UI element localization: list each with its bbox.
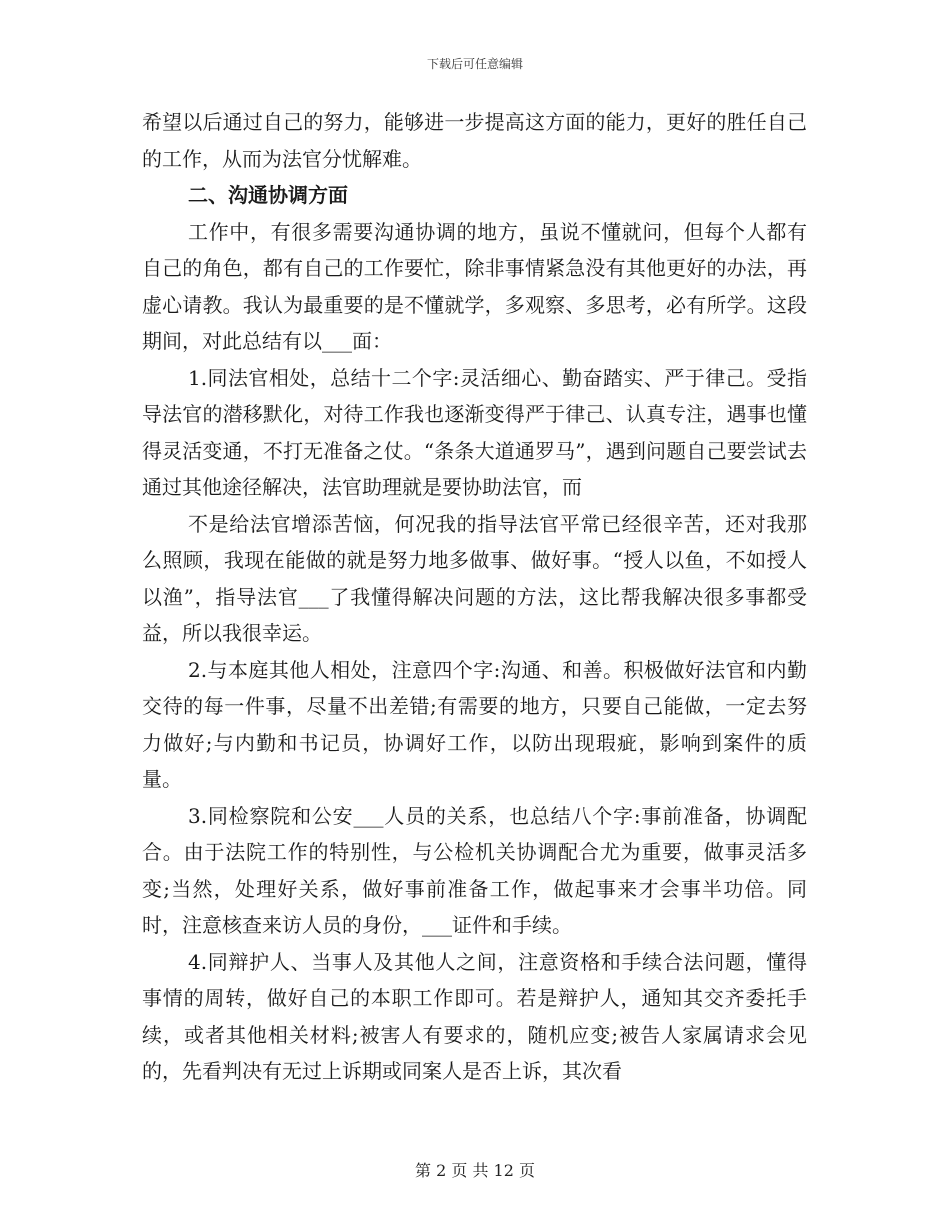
paragraph-item-1-cont: 不是给法官增添苦恼，何况我的指导法官平常已经很辛苦，还对我那么照顾，我现在能做的就是努力地多做事、做好事。“授人以鱼，不如授人以渔”，指导法官___了我懂得解决问题的方法，这比帮我解决很多事都受益，所以我很幸运。 bbox=[142, 511, 807, 645]
section-heading: 二、沟通协调方面 bbox=[188, 183, 348, 207]
paragraph-item-2: 2.与本庭其他人相处，注意四个字:沟通、和善。积极做好法官和内勤交待的每一件事，尽量不出差错;有需要的地方，只要自己能做，一定去努力做好;与内勤和书记员，协调好工作，以防出现瑕疵，影响到案件的质量。 bbox=[142, 657, 807, 791]
page-header: 下载后可任意编辑 bbox=[426, 57, 523, 71]
paragraph-item-1: 1.同法官相处，总结十二个字:灵活细心、勤奋踏实、严于律己。受指导法官的潜移默化，对待工作我也逐渐变得严于律己、认真专注，遇事也懂得灵活变通，不打无准备之仗。“条条大道通罗马”，遇到问题自己要尝试去通过其他途径解决，法官助理就是要协助法官，而 bbox=[142, 365, 807, 499]
document-body bbox=[142, 104, 807, 1090]
paragraph-intro: 工作中，有很多需要沟通协调的地方，虽说不懂就问，但每个人都有自己的角色，都有自己的工作要忙，除非事情紧急没有其他更好的办法，再虚心请教。我认为最重要的是不懂就学，多观察、多思考，必有所学。这段期间，对此总结有以___面： bbox=[142, 219, 807, 353]
paragraph-item-4: 4.同辩护人、当事人及其他人之间，注意资格和手续合法问题，懂得事情的周转，做好自己的本职工作即可。若是辩护人，通知其交齐委托手续，或者其他相关材料;被害人有要求的，随机应变;被告人家属请求会见的，先看判决有无过上诉期或同案人是否上诉，其次看 bbox=[142, 949, 807, 1083]
paragraph-item-3: 3.同检察院和公安___人员的关系，也总结八个字:事前准备，协调配合。由于法院工作的特别性，与公检机关协调配合尤为重要，做事灵活多变;当然，处理好关系，做好事前准备工作，做起事来才会事半功倍。同时，注意核查来访人员的身份，___证件和手续。 bbox=[142, 803, 807, 937]
paragraph-continuation: 希望以后通过自己的努力，能够进一步提高这方面的能力，更好的胜任自己的工作，从而为法官分忧解难。 bbox=[142, 110, 807, 171]
page-footer: 第 2 页 共 12 页 bbox=[415, 1161, 535, 1180]
